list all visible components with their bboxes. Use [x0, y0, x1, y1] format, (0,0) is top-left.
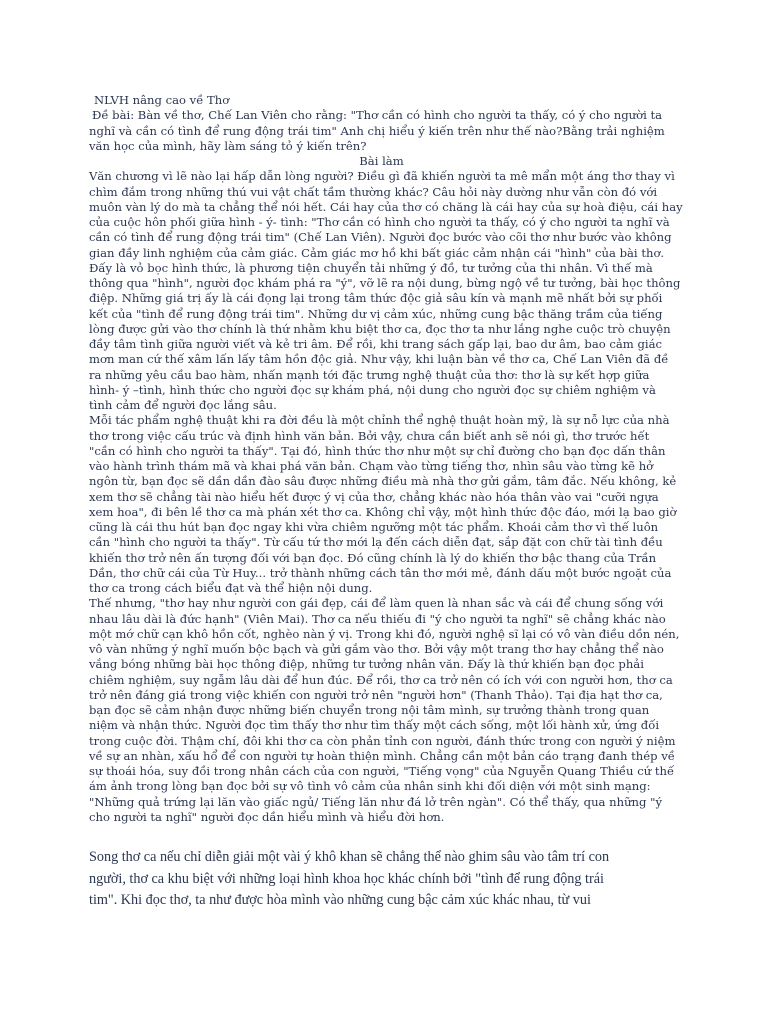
- essay-body: [89, 169, 683, 825]
- body-line: trong cuộc đời. Thậm chí, đôi khi thơ ca còn phản tỉnh con người, đánh thức trong con người ý niệm: [89, 733, 676, 748]
- body-line: Dần, thơ chữ cái của Từ Huy... trở thành những cách tân thơ mới mẻ, đánh dấu một bước ngoặt của: [89, 565, 672, 580]
- body-line: hình- ý –tình, hình thức cho người đọc sự khám phá, nội dung cho người đọc sự chiêm nghiệm và: [89, 382, 656, 397]
- body-line: Song thơ ca nếu chỉ diễn giải một vài ý khô khan sẽ chẳng thể nào ghim sâu vào tâm trí con: [89, 849, 610, 865]
- body-line: một mớ chữ cạn khô hồn cốt, nghèo nàn ý vị. Trong khi đó, người nghệ sĩ lại có vô vàn điều dồn nén,: [89, 626, 680, 641]
- body-line: cho người ta nghĩ" người đọc dần hiểu mình và hiểu đời hơn.: [89, 809, 445, 824]
- body-line: thơ ca trong cách biểu đạt và thể hiện nội dung.: [89, 581, 373, 595]
- body-line: vào hành trình thám mã và khai phá văn bản. Chạm vào từng tiếng thơ, nhìn sâu vào từng kẽ hở: [89, 459, 654, 473]
- section-title: Bài làm: [359, 154, 404, 168]
- body-line: Mỗi tác phẩm nghệ thuật khi ra đời đều là một chỉnh thể nghệ thuật hoàn mỹ, là sự nỗ lực của nhà: [89, 413, 670, 428]
- body-line: ra những yêu cầu bao hàm, nhấn mạnh tới đặc trưng nghệ thuật của thơ: thơ là sự kết hợp giữa: [89, 367, 650, 382]
- body-line: xem hoa", đi bên lề thơ ca mà phán xét thơ ca. Không chỉ vậy, một hình thức độc đáo, mới lạ bao giờ: [89, 504, 677, 519]
- body-line: bạn đọc sẽ cảm nhận được những biến chuyển trong nội tâm mình, sự trưởng thành trong quan: [89, 703, 650, 717]
- body-line: sự thoái hóa, suy đồi trong nhân cách của con người, "Tiếng vọng" của Nguyễn Quang Thiều cứ thế: [89, 764, 675, 778]
- body-line: về sự an nhàn, xấu hổ để con người tự hoàn thiện mình. Chẳng cần một bản cáo trạng đanh thép về: [89, 748, 675, 763]
- body-line: nhau lâu dài là đức hạnh" (Viên Mai). Thơ ca nếu thiếu đi "ý cho người ta nghĩ" sẽ chẳng khác nào: [89, 611, 666, 626]
- body-line: muôn vàn lý do mà ta chẳng thể nói hết. Cái hay của thơ có chăng là cái hay của sự hoà điệu, cái hay: [89, 199, 683, 214]
- essay-continuation: [89, 847, 674, 912]
- body-line: Thế nhưng, "thơ hay như người con gái đẹp, cái để làm quen là nhan sắc và cái để chung sống với: [89, 596, 664, 611]
- body-line: ngôn từ, bạn đọc sẽ dần dần đào sâu được những điều mà nhà thơ gửi gắm, tâm đắc. Nếu không, kẻ: [89, 474, 677, 489]
- body-line: "Những quả trứng lại lăn vào giấc ngủ/ Tiếng lăn như đá lở trên ngàn". Có thể thấy, qua những "ý: [89, 794, 663, 809]
- body-line: đầy tâm tình giữa người viết và kẻ tri âm. Để rồi, khi trang sách gấp lại, bao dư âm, bao cảm giác: [89, 337, 663, 351]
- body-line: kết của "tình để rung động trái tim". Những dư vị cảm xúc, những cung bậc thăng trầm của tiếng: [89, 306, 663, 321]
- body-line: điệp. Những giá trị ấy là cái đọng lại trong tâm thức độc giả sâu kín và mạnh mẽ nhất bởi sự phối: [89, 291, 663, 306]
- document-page: [89, 93, 683, 912]
- body-line: tình cảm để người đọc lắng sâu.: [89, 398, 277, 412]
- body-line: người, thơ ca khu biệt với những loại hình khoa học khác chính bởi "tình để rung động trái: [89, 870, 604, 887]
- question-line: Đề bài: Bàn về thơ, Chế Lan Viên cho rằng: "Thơ cần có hình cho người ta thấy, có ý cho người ta: [92, 108, 663, 123]
- body-line: xem thơ sẽ chẳng tài nào hiểu hết được ý vị của thơ, chẳng khác nào hóa thân vào vai "cưỡi ngựa: [89, 489, 659, 504]
- body-line: mơn man cứ thế xâm lấn lấy tâm hồn độc giả. Như vậy, khi luận bàn về thơ ca, Chế Lan Viên đã đề: [89, 352, 669, 367]
- body-line: cần "hình cho người ta thấy". Từ cấu tứ thơ mới lạ đến cách diễn đạt, sắp đặt con chữ tài tình đều: [89, 535, 663, 550]
- document-header: NLVH nâng cao về Thơ: [94, 93, 230, 107]
- question-line: nghĩ và cần có tình để rung động trái tim" Anh chị hiểu ý kiến trên như thế nào?Bằng trải nghiệm: [89, 123, 665, 138]
- body-line: lòng được gửi vào thơ chính là thứ nhằm khu biệt thơ ca, đọc thơ ta như lắng nghe cuộc trò chuyện: [89, 321, 671, 336]
- body-line: cần có tình để rung động trái tim" (Chế Lan Viên). Người đọc bước vào cõi thơ như bước vào không: [89, 230, 672, 245]
- body-line: tim". Khi đọc thơ, ta như được hòa mình vào những cung bậc cảm xúc khác nhau, từ vui: [89, 892, 591, 908]
- body-line: cũng là cái thu hút bạn đọc ngay khi vừa chiêm ngưỡng một tác phẩm. Khoái cảm thơ vì thế luôn: [89, 520, 659, 534]
- body-line: gian đầy linh nghiệm của cảm giác. Cảm giác mơ hồ khi bất giác cảm nhận cái "hình" của bài thơ.: [89, 245, 665, 260]
- body-line: thơ trong việc cấu trúc và định hình văn bản. Bởi vậy, chưa cần biết anh sẽ nói gì, thơ trước hết: [89, 428, 650, 443]
- body-line: chiêm nghiệm, suy ngẫm lâu dài để hun đúc. Để rồi, thơ ca trở nên có ích với con người hơn, thơ ca: [89, 672, 673, 687]
- body-line: khiến thơ trở nên ấn tượng đối với bạn đọc. Đó cũng chính là lý do khiến thơ bậc thang của Trần: [89, 550, 657, 565]
- body-line: Văn chương vì lẽ nào lại hấp dẫn lòng người? Điều gì đã khiến người ta mê mẩn một áng thơ thay vì: [89, 169, 675, 184]
- body-line: vô vàn những ý nghĩ muốn bộc bạch và gửi gắm vào thơ. Bởi vậy một trang thơ hay chẳng thể nào: [89, 642, 664, 656]
- body-line: thông qua "hình", người đọc khám phá ra "ý", vỡ lẽ ra nội dung, bừng ngộ về tư tưởng, bài học thông: [89, 276, 681, 290]
- body-line: ám ảnh trong lòng bạn đọc bởi sự vô tình vô cảm của nhân sinh khi đối diện với một sinh mạng:: [89, 779, 651, 794]
- body-line: Đấy là vỏ bọc hình thức, là phương tiện chuyển tải những ý đồ, tư tưởng của thi nhân. Vì thế mà: [89, 260, 653, 275]
- body-line: chìm đắm trong những thú vui vật chất tầm thường khác? Câu hỏi này dường như vẫn còn đó với: [89, 184, 658, 199]
- body-line: "cần có hình cho người ta thấy". Tại đó, hình thức thơ như một sự chỉ đường cho bạn đọc dấn thân: [89, 443, 666, 458]
- body-line: của cuộc hôn phối giữa hình - ý- tình: "Thơ cần có hình cho người ta thấy, có ý cho người ta nghĩ và: [89, 215, 670, 229]
- question-line: văn học của mình, hãy làm sáng tỏ ý kiến trên?: [89, 138, 367, 153]
- body-line: trở nên đáng giá trong việc khiến con người trở nên "người hơn" (Thanh Thảo). Tại địa hạt thơ ca,: [89, 687, 663, 702]
- body-line: niệm và nhận thức. Người đọc tìm thấy thơ như tìm thấy một cách sống, một lối hành xử, ứng đối: [89, 718, 660, 733]
- body-line: vắng bóng những bài học thông điệp, những tư tưởng nhân văn. Đấy là thứ khiến bạn đọc phải: [89, 657, 644, 672]
